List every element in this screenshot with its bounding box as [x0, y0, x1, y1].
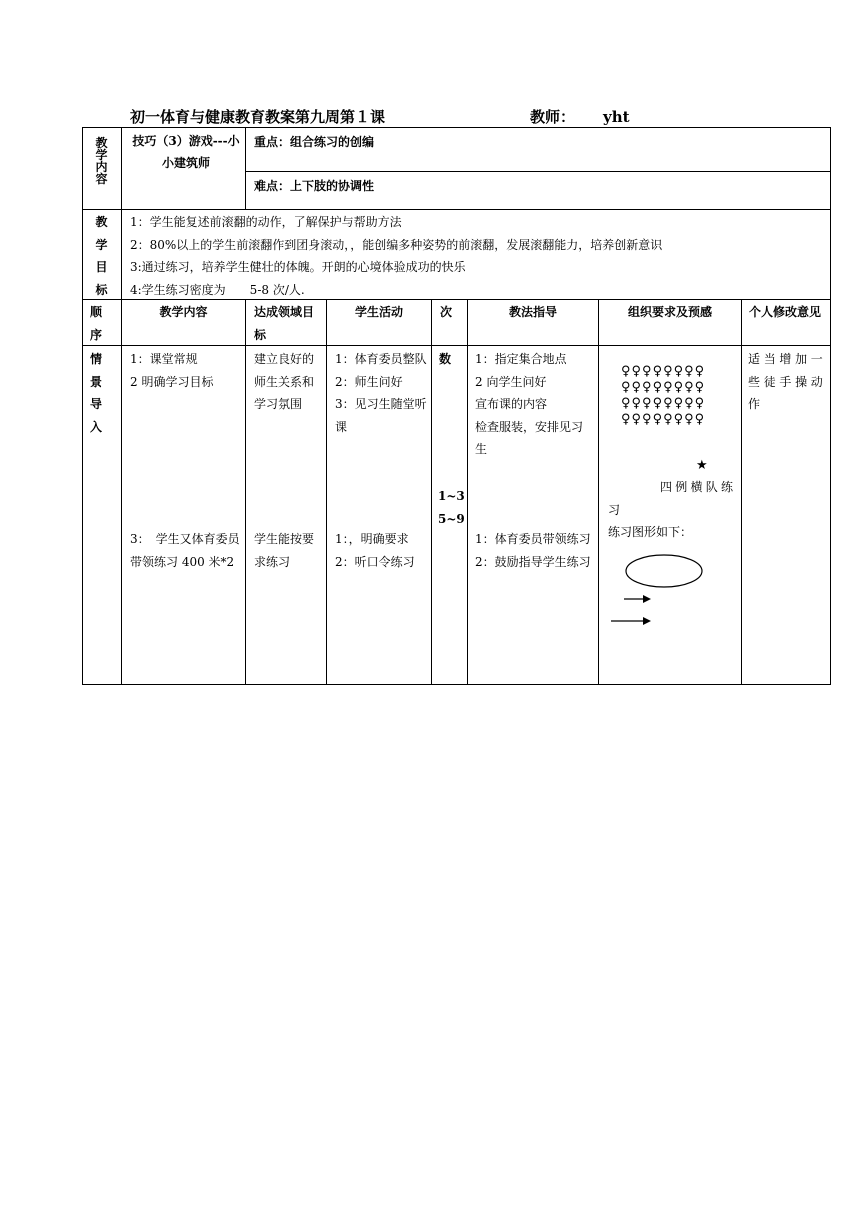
guidance-part-b: 1：体育委员带领练习 2：鼓励指导学生练习: [475, 532, 591, 569]
activity-part-b: 1：，明确要求 2：听口令练习: [335, 532, 415, 569]
running-track-shape: [626, 555, 702, 587]
practice-note: 练习图形如下：: [608, 525, 693, 539]
difficulty: 难点：上下肢的协调性: [254, 179, 375, 193]
objective-item: 4:学生练习密度为 5-8 次/人.: [130, 282, 305, 297]
content-part-a: 1：课堂常规 2 明确学习目标: [130, 352, 214, 389]
lesson-topic: 技巧（3）游戏---小小建筑师: [132, 134, 240, 170]
objectives-label-text: 教学目标: [95, 215, 108, 297]
col-header-times: 次: [440, 305, 453, 319]
practice-diagram: [82, 127, 831, 685]
col-header-guidance: 教法指导: [508, 305, 557, 319]
formation-row: ♀♀♀♀♀♀♀♀: [621, 380, 706, 395]
objective-item: 2：80%以上的学生前滚翻作到团身滚动，，能创编多种姿势的前滚翻，发展滚翻能力，培养创新意识: [130, 237, 663, 252]
teaching-content-label-text: 教学内容: [95, 136, 108, 186]
formation-note: 四例横队练习: [608, 480, 736, 517]
arrow-right-icon: [611, 617, 651, 625]
teacher-label: 教师：: [530, 108, 576, 126]
formation-row: ♀♀♀♀♀♀♀♀: [621, 412, 706, 427]
content-part-b: 3： 学生又体育委员带领练习 400 米*2: [130, 532, 240, 569]
key-point: 重点：组合练习的创编: [254, 135, 375, 149]
section-order: 情景导入: [90, 352, 103, 434]
teacher-star-icon: ★: [696, 458, 708, 473]
col-header-content: 教学内容: [159, 305, 208, 319]
lesson-plan-table: [82, 127, 831, 685]
times-part-b: 1~3 5~9: [438, 489, 465, 526]
goals-part-b: 学生能按要求练习: [254, 532, 315, 569]
goals-part-a: 建立良好的师生关系和学习氛围: [254, 352, 315, 411]
revision-notes: 适当增加一些徒手操动作: [748, 352, 826, 411]
formation-row: ♀♀♀♀♀♀♀♀: [621, 364, 706, 379]
teacher-name: yht: [603, 108, 630, 126]
times-part-a: 数: [439, 352, 452, 366]
col-header-activity: 学生活动: [354, 305, 403, 319]
formation-row: ♀♀♀♀♀♀♀♀: [621, 396, 706, 411]
col-header-organization: 组织要求及预感: [627, 305, 712, 319]
arrow-right-icon: [624, 595, 651, 603]
page-title: [130, 106, 630, 127]
activity-part-a: 1：体育委员整队 2：师生问好 3：见习生随堂听课: [335, 352, 427, 434]
lesson-title: 初一体育与健康教育教案第九周第１课: [130, 108, 386, 126]
objective-item: 3:通过练习，培养学生健壮的体魄。开朗的心境体验成功的快乐: [130, 260, 466, 274]
objective-item: 1：学生能复述前滚翻的动作，了解保护与帮助方法: [130, 215, 402, 229]
teacher-info: [530, 106, 630, 127]
col-header-notes: 个人修改意见: [749, 305, 822, 319]
guidance-part-a: 1：指定集合地点 2 向学生问好 宣布课的内容 检查服装，安排见习生: [475, 352, 584, 456]
col-header-order: 顺序: [90, 305, 103, 342]
col-header-goals: 达成领域目标: [254, 305, 315, 342]
